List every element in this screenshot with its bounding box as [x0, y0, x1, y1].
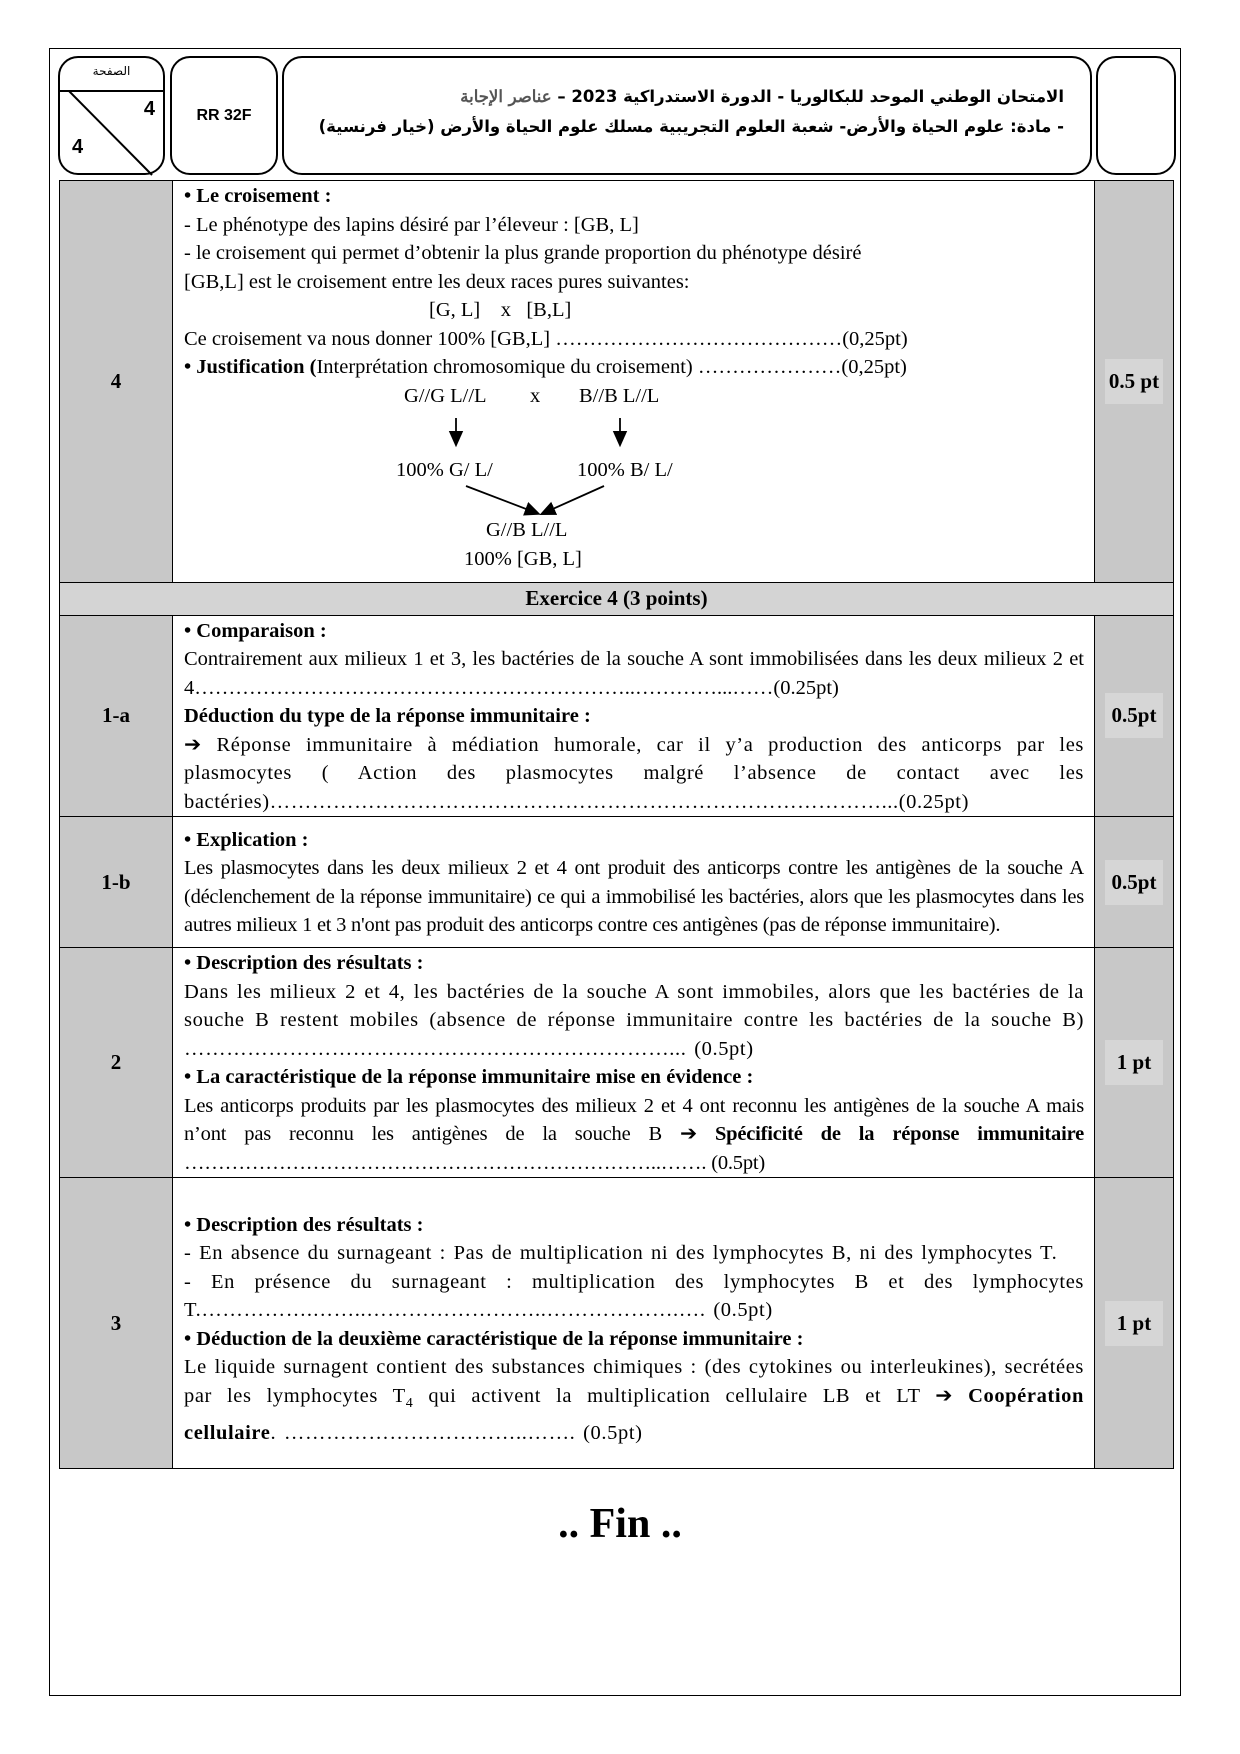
section-title: • Le croisement : [184, 185, 332, 207]
text-paragraph: Les plasmocytes dans les deux milieux 2 et 4 ont produit des anticorps contre les antigènes de la souche A (déclenchement de la réponse immunitaire) ce qui a immobilisé les bactéries, alors que les plasmocytes dans les autres milieux 1 et 3 n'ont pas produit des anticorps contre ces antigènes (pas de réponse immunitaire). [184, 857, 1084, 936]
text-line: ……………………………………………………………..……. (0.5pt) [184, 1151, 766, 1174]
text-line: Interprétation chromosomique du croisement) …………………(0,25pt) [316, 356, 907, 378]
exam-code: RR 32F [170, 56, 278, 175]
text-paragraph: Contrairement aux milieux 1 et 3, les bactéries de la souche A sont immobilisées dans les deux milieux 2 et 4………………………………………………………..…………...……(0.25pt) [184, 648, 1084, 699]
key-concept: Coopération cellulaire [184, 1384, 1084, 1444]
text-paragraph [184, 1092, 1084, 1178]
points-cell [1095, 817, 1174, 948]
section-title: • Comparaison : [184, 619, 327, 642]
end-marker: .. Fin .. [558, 1501, 682, 1547]
title-line-2: - مادة: علوم الحياة والأرض- شعبة العلوم التجريبية مسلك علوم الحياة والأرض (خيار فرنسية) [318, 117, 1064, 136]
f1-phenotype: 100% [GB, L] [464, 547, 582, 570]
points-cell [1095, 615, 1174, 817]
section-title: • Déduction de la deuxième caractéristique de la réponse immunitaire : [184, 1327, 804, 1350]
answer-content [173, 1178, 1095, 1469]
points-cell [1095, 948, 1174, 1178]
text-paragraph [184, 1353, 1084, 1447]
answer-content [173, 948, 1095, 1178]
points-value: 0.5pt [1105, 860, 1163, 905]
gamete-2: 100% B/ L/ [577, 458, 673, 481]
parent-1-genotype: G//G L//L [404, 384, 487, 407]
title-line-1-text: الامتحان الوطني الموحد للبكالوريا - الدورة الاستدراكية 2023 – [557, 87, 1064, 106]
answer-content [173, 817, 1095, 948]
page-label: الصفحة [92, 64, 131, 78]
cross-symbol: x [530, 384, 541, 407]
table-row [60, 615, 1174, 817]
answer-content [173, 181, 1095, 583]
text-line: - Le phénotype des lapins désiré par l’éleveur : [GB, L] [184, 213, 639, 236]
table-row [60, 181, 1174, 583]
question-number: 2 [60, 948, 173, 1178]
table-row [60, 948, 1174, 1178]
section-title: • Description des résultats : [184, 952, 424, 974]
points-cell [1095, 1178, 1174, 1469]
section-title: Déduction du type de la réponse immunitaire : [184, 705, 591, 727]
text-paragraph: - En présence du surnageant : multiplication des lymphocytes B et des lymphocytes T.…………….……..……………………..……………….…. (0.5pt) [184, 1270, 1084, 1322]
title-line-1 [296, 82, 1064, 112]
cross-diagram [184, 382, 1084, 582]
title-brand: عناصر الإجابة [460, 87, 552, 106]
exercise-title: Exercice 4 (3 points) [60, 582, 1174, 615]
gamete-1: 100% G/ L/ [396, 458, 493, 481]
question-number: 4 [60, 181, 173, 583]
justification-line [184, 353, 1084, 382]
text-paragraph: - En absence du surnageant : Pas de multiplication ni des lymphocytes B, ni des lymphocytes T. [184, 1242, 1058, 1265]
exam-title-box [282, 56, 1092, 175]
section-title: • La caractéristique de la réponse immunitaire mise en évidence : [184, 1066, 754, 1088]
points-value: 1 pt [1105, 1040, 1163, 1085]
text-line: Ce croisement va nous donner 100% [GB,L] ……………………………………(0,25pt) [184, 327, 908, 350]
points-cell [1095, 181, 1174, 583]
points-value: 1 pt [1105, 1301, 1163, 1346]
text-line: qui activent la multiplication cellulaire LB et LT ➔ [413, 1384, 969, 1407]
exercise-header-row [60, 582, 1174, 615]
f1-genotype: G//B L//L [486, 518, 568, 541]
text-line: . ……………………………..……. (0.5pt) [270, 1421, 643, 1444]
question-number: 1-a [60, 615, 173, 817]
question-number: 3 [60, 1178, 173, 1469]
page-number: 4 [143, 98, 155, 120]
section-title: • Description des résultats : [184, 1213, 424, 1236]
parent-2-genotype: B//B L//L [579, 384, 660, 407]
section-title: • Justification ( [184, 356, 317, 378]
text-paragraph: Dans les milieux 2 et 4, les bactéries de la souche A sont immobiles, alors que les bactéries de la souche B restent mobiles (absence de réponse immunitaire contre les bactéries de la souche B) ……………………………………………………………... (0.5pt) [184, 980, 1084, 1060]
table-row [60, 817, 1174, 948]
table-row [60, 1178, 1174, 1469]
points-value: 0.5 pt [1105, 359, 1163, 404]
text-line: - le croisement qui permet d’obtenir la plus grande proportion du phénotype désiré [184, 242, 862, 264]
cross-phenotypes: [G, L] x [B,L] [429, 299, 572, 321]
answer-table [59, 180, 1174, 1469]
empty-header-box [1096, 56, 1176, 175]
text-paragraph: ➔ Réponse immunitaire à médiation humorale, car il y’a production des anticorps par les plasmocytes ( Action des plasmocytes malgré l’absence de contact avec les bactéries)……………………………………………………………………………...(0.25pt) [184, 733, 1084, 813]
page-number-box [58, 56, 165, 175]
section-title: • Explication : [184, 828, 309, 851]
subscript: 4 [405, 1396, 414, 1412]
question-number: 1-b [60, 817, 173, 948]
text-line: Le liquide surnagent contient des substances chimiques : (des cytokines ou interleukines), secrétées par les lymphocytes T [184, 1356, 1084, 1407]
text-line: [GB,L] est le croisement entre les deux races pures suivantes: [184, 270, 690, 293]
text-line: Les anticorps produits par les plasmocytes des milieux 2 et 4 ont reconnu les antigènes de la souche A mais n’ont pas reconnu les antigènes de la souche B ➔ [184, 1094, 1084, 1145]
key-concept: Spécificité de la réponse immunitaire [714, 1123, 1084, 1145]
points-value: 0.5pt [1105, 693, 1163, 738]
answer-content [173, 615, 1095, 817]
page-total: 4 [72, 136, 84, 158]
